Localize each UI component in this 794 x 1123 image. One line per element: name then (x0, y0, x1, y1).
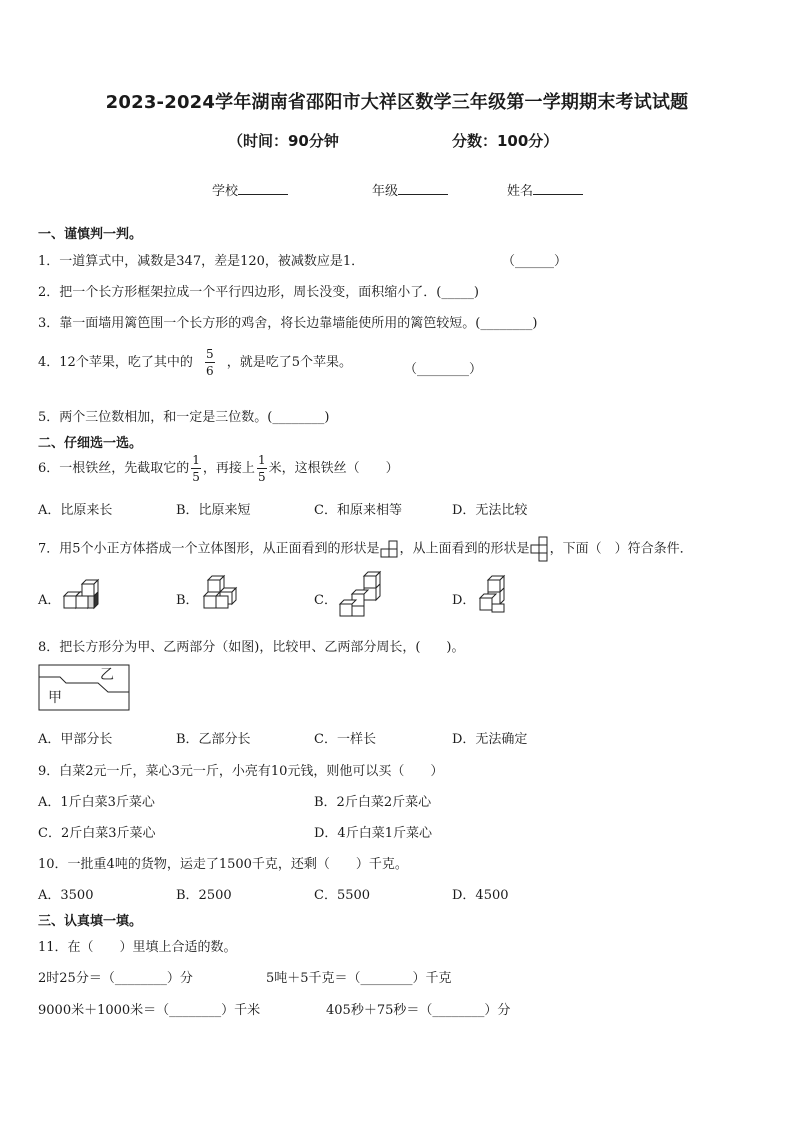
q10-option-a[interactable]: A．3500 (38, 888, 94, 903)
q8-rectangle-figure (38, 664, 130, 712)
q9-option-c[interactable]: C．2斤白菜3斤菜心 (38, 826, 156, 841)
school-blank (238, 182, 288, 195)
q8-option-b[interactable]: B．乙部分长 (176, 732, 251, 747)
q9-option-d[interactable]: D．4斤白菜1斤菜心 (314, 826, 432, 841)
question-8: 8．把长方形分为甲、乙两部分（如图)，比较甲、乙两部分周长，( )。 (38, 640, 465, 655)
q11-item-3: 9000米＋1000米＝（________）千米 (38, 1003, 261, 1018)
q7-option-c[interactable]: C． (314, 593, 337, 608)
section-1-heading: 一、谨慎判一判。 (38, 227, 143, 242)
question-4-blank: （________） (404, 362, 483, 377)
section-2-heading: 二、仔细选一选。 (38, 436, 143, 451)
q7-option-d-figure (474, 572, 524, 616)
q6-option-a[interactable]: A．比原来长 (38, 503, 113, 518)
fraction-denominator: 5 (257, 470, 266, 484)
question-6-pre: 6．一根铁丝，先截取它的 (38, 461, 190, 476)
grade-label: 年级 (372, 184, 399, 199)
fraction (257, 454, 267, 483)
grade-field (372, 180, 448, 199)
q11-item-1: 2时25分＝（________）分 (38, 971, 193, 986)
q7-option-a[interactable]: A． (38, 593, 61, 608)
fraction-denominator: 6 (205, 364, 214, 378)
q7-option-a-figure (58, 572, 108, 616)
question-6 (38, 454, 399, 483)
question-9: 9．白菜2元一斤，菜心3元一斤，小亮有10元钱，则他可以买（ ） (38, 764, 444, 779)
q11-item-2: 5吨＋5千克＝（________）千克 (266, 971, 452, 986)
top-view-shape (530, 536, 550, 562)
q9-option-a[interactable]: A．1斤白菜3斤菜心 (38, 795, 155, 810)
question-7 (38, 536, 693, 562)
question-4 (38, 348, 352, 377)
question-5: 5．两个三位数相加，和一定是三位数。(________) (38, 410, 330, 425)
q7-option-b-figure (198, 572, 248, 616)
grade-blank (398, 182, 448, 195)
fraction-numerator: 5 (205, 347, 214, 361)
front-view-shape (380, 540, 400, 558)
name-label: 姓名 (507, 184, 534, 199)
section-3-heading: 三、认真填一填。 (38, 914, 143, 929)
fraction (205, 348, 215, 377)
question-1: 1．一道算式中，减数是347，差是120，被减数应是1． (38, 254, 365, 269)
exam-score: 分数：100分） (452, 132, 559, 150)
q7-option-b[interactable]: B． (176, 593, 199, 608)
q6-option-d[interactable]: D．无法比较 (452, 503, 528, 518)
question-11: 11．在（ ）里填上合适的数。 (38, 940, 237, 955)
q6-option-b[interactable]: B．比原来短 (176, 503, 251, 518)
question-6-post: 米，这根铁丝（ ） (268, 461, 399, 476)
q7-option-c-figure (336, 570, 386, 618)
exam-time: （时间：90分钟 (228, 132, 339, 150)
fig-label-jia: 甲 (48, 690, 62, 706)
question-7-post: ，下面（ ）符合条件． (549, 541, 693, 557)
q10-option-b[interactable]: B．2500 (176, 888, 232, 903)
question-3: 3．靠一面墙用篱笆围一个长方形的鸡舍，将长边靠墙能使所用的篱笆较短。(________) (38, 316, 538, 331)
q10-option-d[interactable]: D．4500 (452, 888, 509, 903)
fraction-numerator: 1 (192, 453, 200, 467)
question-4-pre: 4．12个苹果，吃了其中的 (38, 355, 193, 370)
q6-option-c[interactable]: C．和原来相等 (314, 503, 402, 518)
question-1-blank: （______） (502, 254, 568, 269)
q10-option-c[interactable]: C．5500 (314, 888, 371, 903)
question-7-mid: ，从上面看到的形状是 (399, 541, 530, 557)
q8-option-a[interactable]: A．甲部分长 (38, 732, 113, 747)
q9-option-b[interactable]: B．2斤白菜2斤菜心 (314, 795, 432, 810)
school-label: 学校 (212, 184, 239, 199)
question-6-mid: ，再接上 (202, 461, 255, 476)
name-blank (533, 182, 583, 195)
question-2: 2．把一个长方形框架拉成一个平行四边形，周长没变，面积缩小了．(_____) (38, 285, 479, 300)
q8-option-d[interactable]: D．无法确定 (452, 732, 528, 747)
q7-option-d[interactable]: D． (452, 593, 476, 608)
school-field (212, 180, 288, 199)
question-7-pre: 7．用5个小正方体搭成一个立体图形，从正面看到的形状是 (38, 541, 380, 557)
fraction-denominator: 5 (192, 470, 200, 484)
q8-option-c[interactable]: C．一样长 (314, 732, 376, 747)
q11-item-4: 405秒＋75秒＝（________）分 (326, 1003, 511, 1018)
question-10: 10．一批重4吨的货物，运走了1500千克，还剩（ ）千克。 (38, 857, 408, 872)
name-field (507, 180, 583, 199)
fraction-numerator: 1 (257, 453, 266, 467)
question-4-post: ，就是吃了5个苹果。 (226, 355, 353, 370)
page-title: 2023-2024学年湖南省邵阳市大祥区数学三年级第一学期期末考试试题 (105, 92, 689, 113)
fig-label-yi: 乙 (100, 667, 114, 683)
fraction (191, 454, 201, 483)
